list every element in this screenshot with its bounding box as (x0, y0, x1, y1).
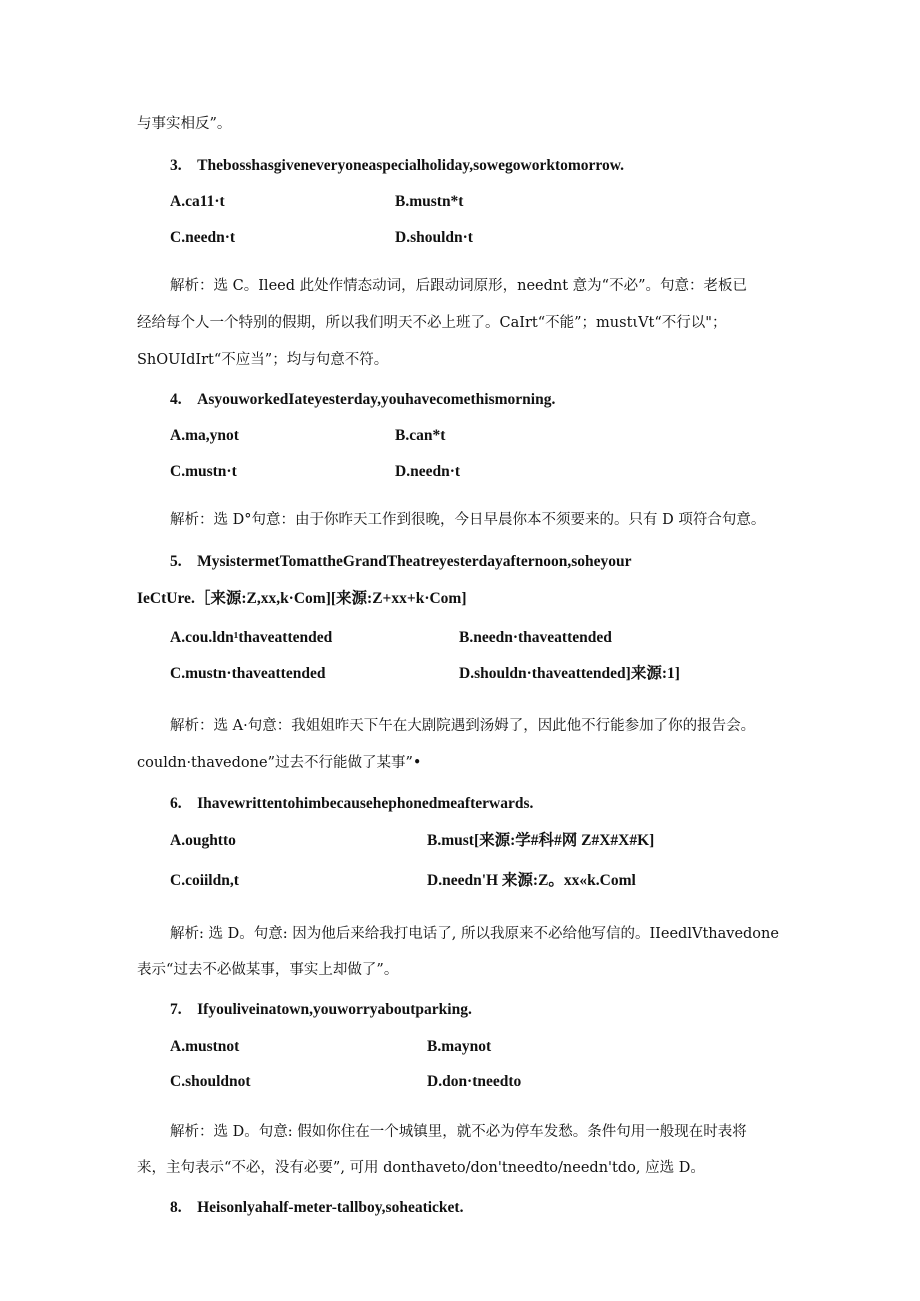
explanation-7-line1: 解析：选 D。句意: 假如你住在一个城镇里，就不必为停车发愁。条件句用一般现在时表将 (170, 1124, 747, 1140)
option-3c: C.needn·t (170, 229, 236, 246)
explanation-5-line2: couldn·thavedone”过去不行能做了某事”• (137, 755, 422, 771)
question-7: 7. Ifyouliveinatown,youworryaboutparking. (170, 1001, 472, 1018)
explanation-3-line1: 解析：选 C。Ileed 此处作情态动词，后跟动词原形，neednt 意为“不必”。句意：老板已 (170, 278, 748, 294)
explanation-6-line1: 解析: 选 D。句意: 因为他后来给我打电话了, 所以我原来不必给他写信的。IIeedlVthavedone (170, 926, 779, 942)
option-4c: C.mustn·t (170, 463, 237, 480)
explanation-6-line2: 表示“过去不必做某事，事实上却做了”。 (137, 962, 399, 978)
option-5a: A.cou.ldn¹thaveattended (170, 629, 333, 646)
question-3: 3. Thebosshasgiveneveryoneaspecialholiday,sowegoworktomorrow. (170, 157, 624, 174)
question-5-line2: IeCtUre.［来源:Z,xx,k·Com][来源:Z+xx+k·Com] (137, 590, 467, 607)
option-6c: C.coiildn,t (170, 872, 239, 889)
option-4a: A.ma,ynot (170, 427, 239, 444)
option-3a: A.ca11·t (170, 193, 225, 210)
option-6a: A.oughtto (170, 832, 236, 849)
explanation-3-line3: ShOUIdIrt“不应当”；均与句意不符。 (137, 352, 389, 368)
option-7d: D.don·tneedto (427, 1073, 522, 1090)
question-4: 4. AsyouworkedIateyesterday,youhavecomethismorning. (170, 391, 556, 408)
option-7a: A.mustnot (170, 1038, 240, 1055)
option-6d: D.needn'H 来源:Z。xx«k.Coml (427, 872, 636, 889)
option-6b: B.must[来源:学#科#网 Z#X#X#K] (427, 832, 655, 849)
option-5b: B.needn·thaveattended (459, 629, 612, 646)
explanation-5-line1: 解析：选 A·句意：我姐姐昨天下午在大剧院遇到汤姆了，因此他不行能参加了你的报告会。 (170, 718, 756, 734)
option-5c: C.mustn·thaveattended (170, 665, 326, 682)
question-6: 6. Ihavewrittentohimbecausehephonedmeafterwards. (170, 795, 534, 812)
option-7c: C.shouldnot (170, 1073, 251, 1090)
option-5d: D.shouldn·thaveattended]来源:1] (459, 665, 680, 682)
explanation-4-line1: 解析：选 D°句意：由于你昨天工作到很晚，今日早晨你本不须要来的。只有 D 项符合句意。 (170, 512, 766, 528)
option-4b: B.can*t (395, 427, 446, 444)
question-5-line1: 5. MysistermetTomattheGrandTheatreyesterdayafternoon,soheyour (170, 553, 632, 570)
option-4d: D.needn·t (395, 463, 461, 480)
question-8: 8. Heisonlyahalf-meter-tallboy,soheaticket. (170, 1199, 464, 1216)
explanation-7-line2: 来，主句表示“不必，没有必要”, 可用 donthaveto/don'tneedto/needn'tdo, 应选 D。 (137, 1160, 705, 1176)
option-7b: B.maynot (427, 1038, 492, 1055)
option-3b: B.mustn*t (395, 193, 464, 210)
explanation-3-line2: 经给每个人一个特别的假期，所以我们明天不必上班了。CaIrt“不能”；mustιVt“不行以"； (137, 315, 727, 331)
option-3d: D.shouldn·t (395, 229, 473, 246)
explanation-line: 与事实相反”。 (137, 116, 232, 132)
